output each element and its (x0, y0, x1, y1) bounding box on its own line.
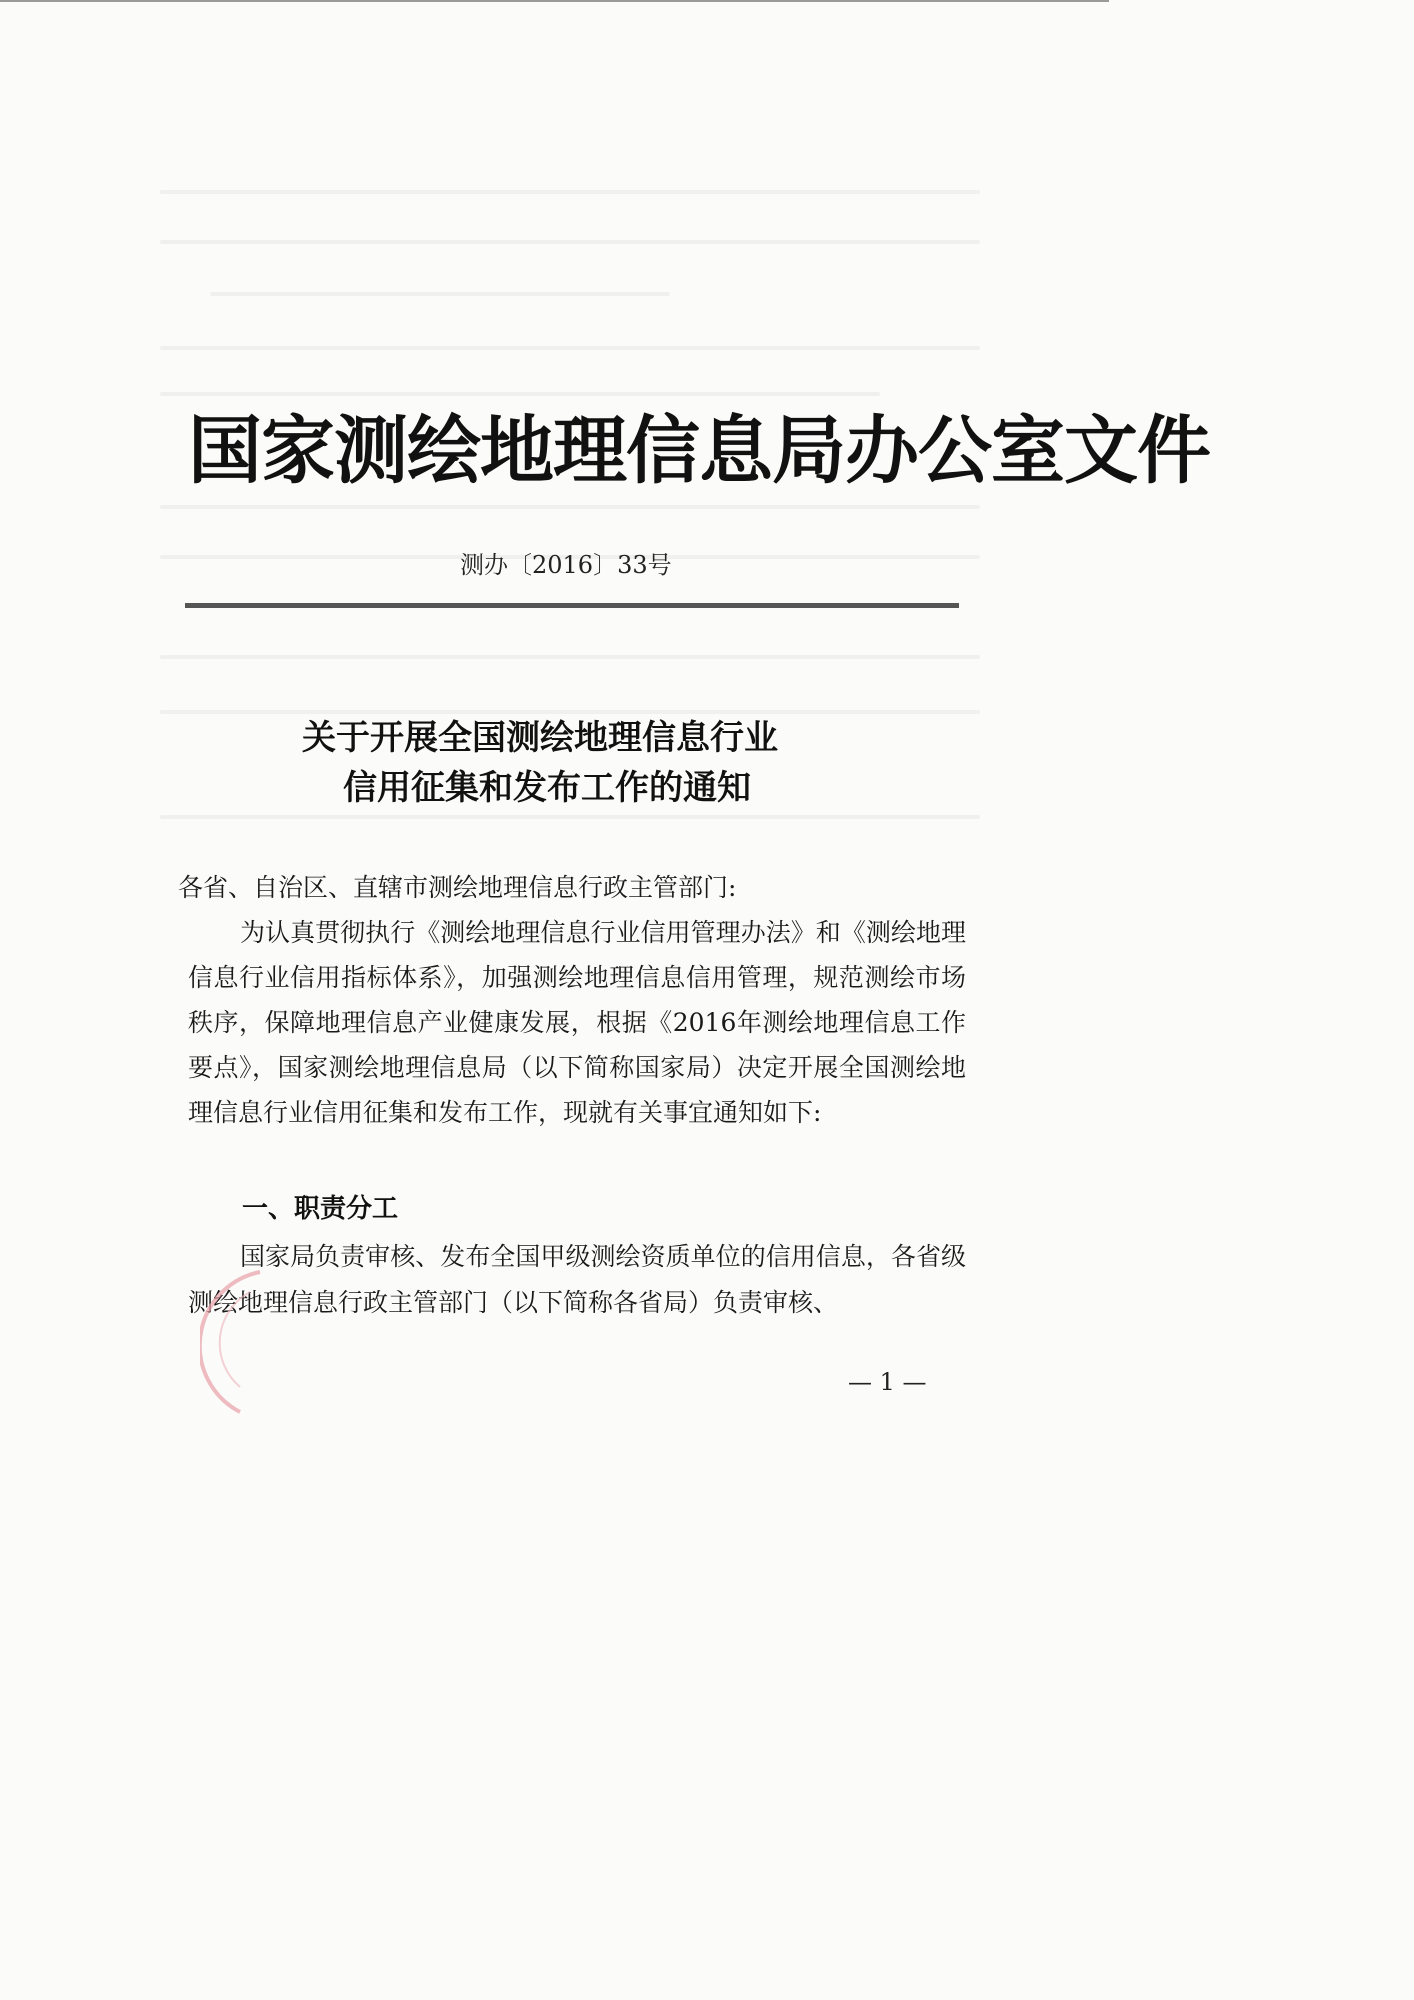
addressee: 各省、自治区、直辖市测绘地理信息行政主管部门: (178, 873, 737, 902)
reverse-side-bleed (160, 505, 980, 509)
scan-edge (0, 0, 1109, 2)
page-number: — 1 — (848, 1368, 927, 1396)
issuer-header: 国家测绘地理信息局办公室文件 (188, 408, 1210, 494)
header-rule (185, 603, 959, 608)
document-title-line-1: 关于开展全国测绘地理信息行业 (302, 718, 778, 758)
reverse-side-bleed (160, 710, 980, 714)
reverse-side-bleed (210, 292, 670, 296)
reverse-side-bleed (160, 240, 980, 244)
intro-paragraph: 为认真贯彻执行《测绘地理信息行业信用管理办法》和《测绘地理信息行业信用指标体系》，加强测绘地理信息信用管理，规范测绘市场秩序，保障地理信息产业健康发展，根据《2016年测绘地理信息工作要点》，国家测绘地理信息局（以下简称国家局）决定开展全国测绘地理信息行业信用征集和发布工作，现就有关事宜通知如下: (188, 918, 966, 1127)
reverse-side-bleed (160, 346, 980, 350)
section-1-body: 国家局负责审核、发布全国甲级测绘资质单位的信用信息，各省级测绘地理信息行政主管部门（以下简称各省局）负责审核、 (188, 1242, 966, 1317)
document-number: 测办〔2016〕33号 (460, 551, 672, 579)
section-1-heading: 一、职责分工 (242, 1194, 399, 1224)
reverse-side-bleed (160, 655, 980, 659)
red-seal-stamp (200, 1262, 360, 1422)
reverse-side-bleed (160, 815, 980, 819)
reverse-side-bleed (160, 190, 980, 194)
reverse-side-bleed (160, 392, 880, 396)
document-title-line-2: 信用征集和发布工作的通知 (343, 768, 751, 808)
